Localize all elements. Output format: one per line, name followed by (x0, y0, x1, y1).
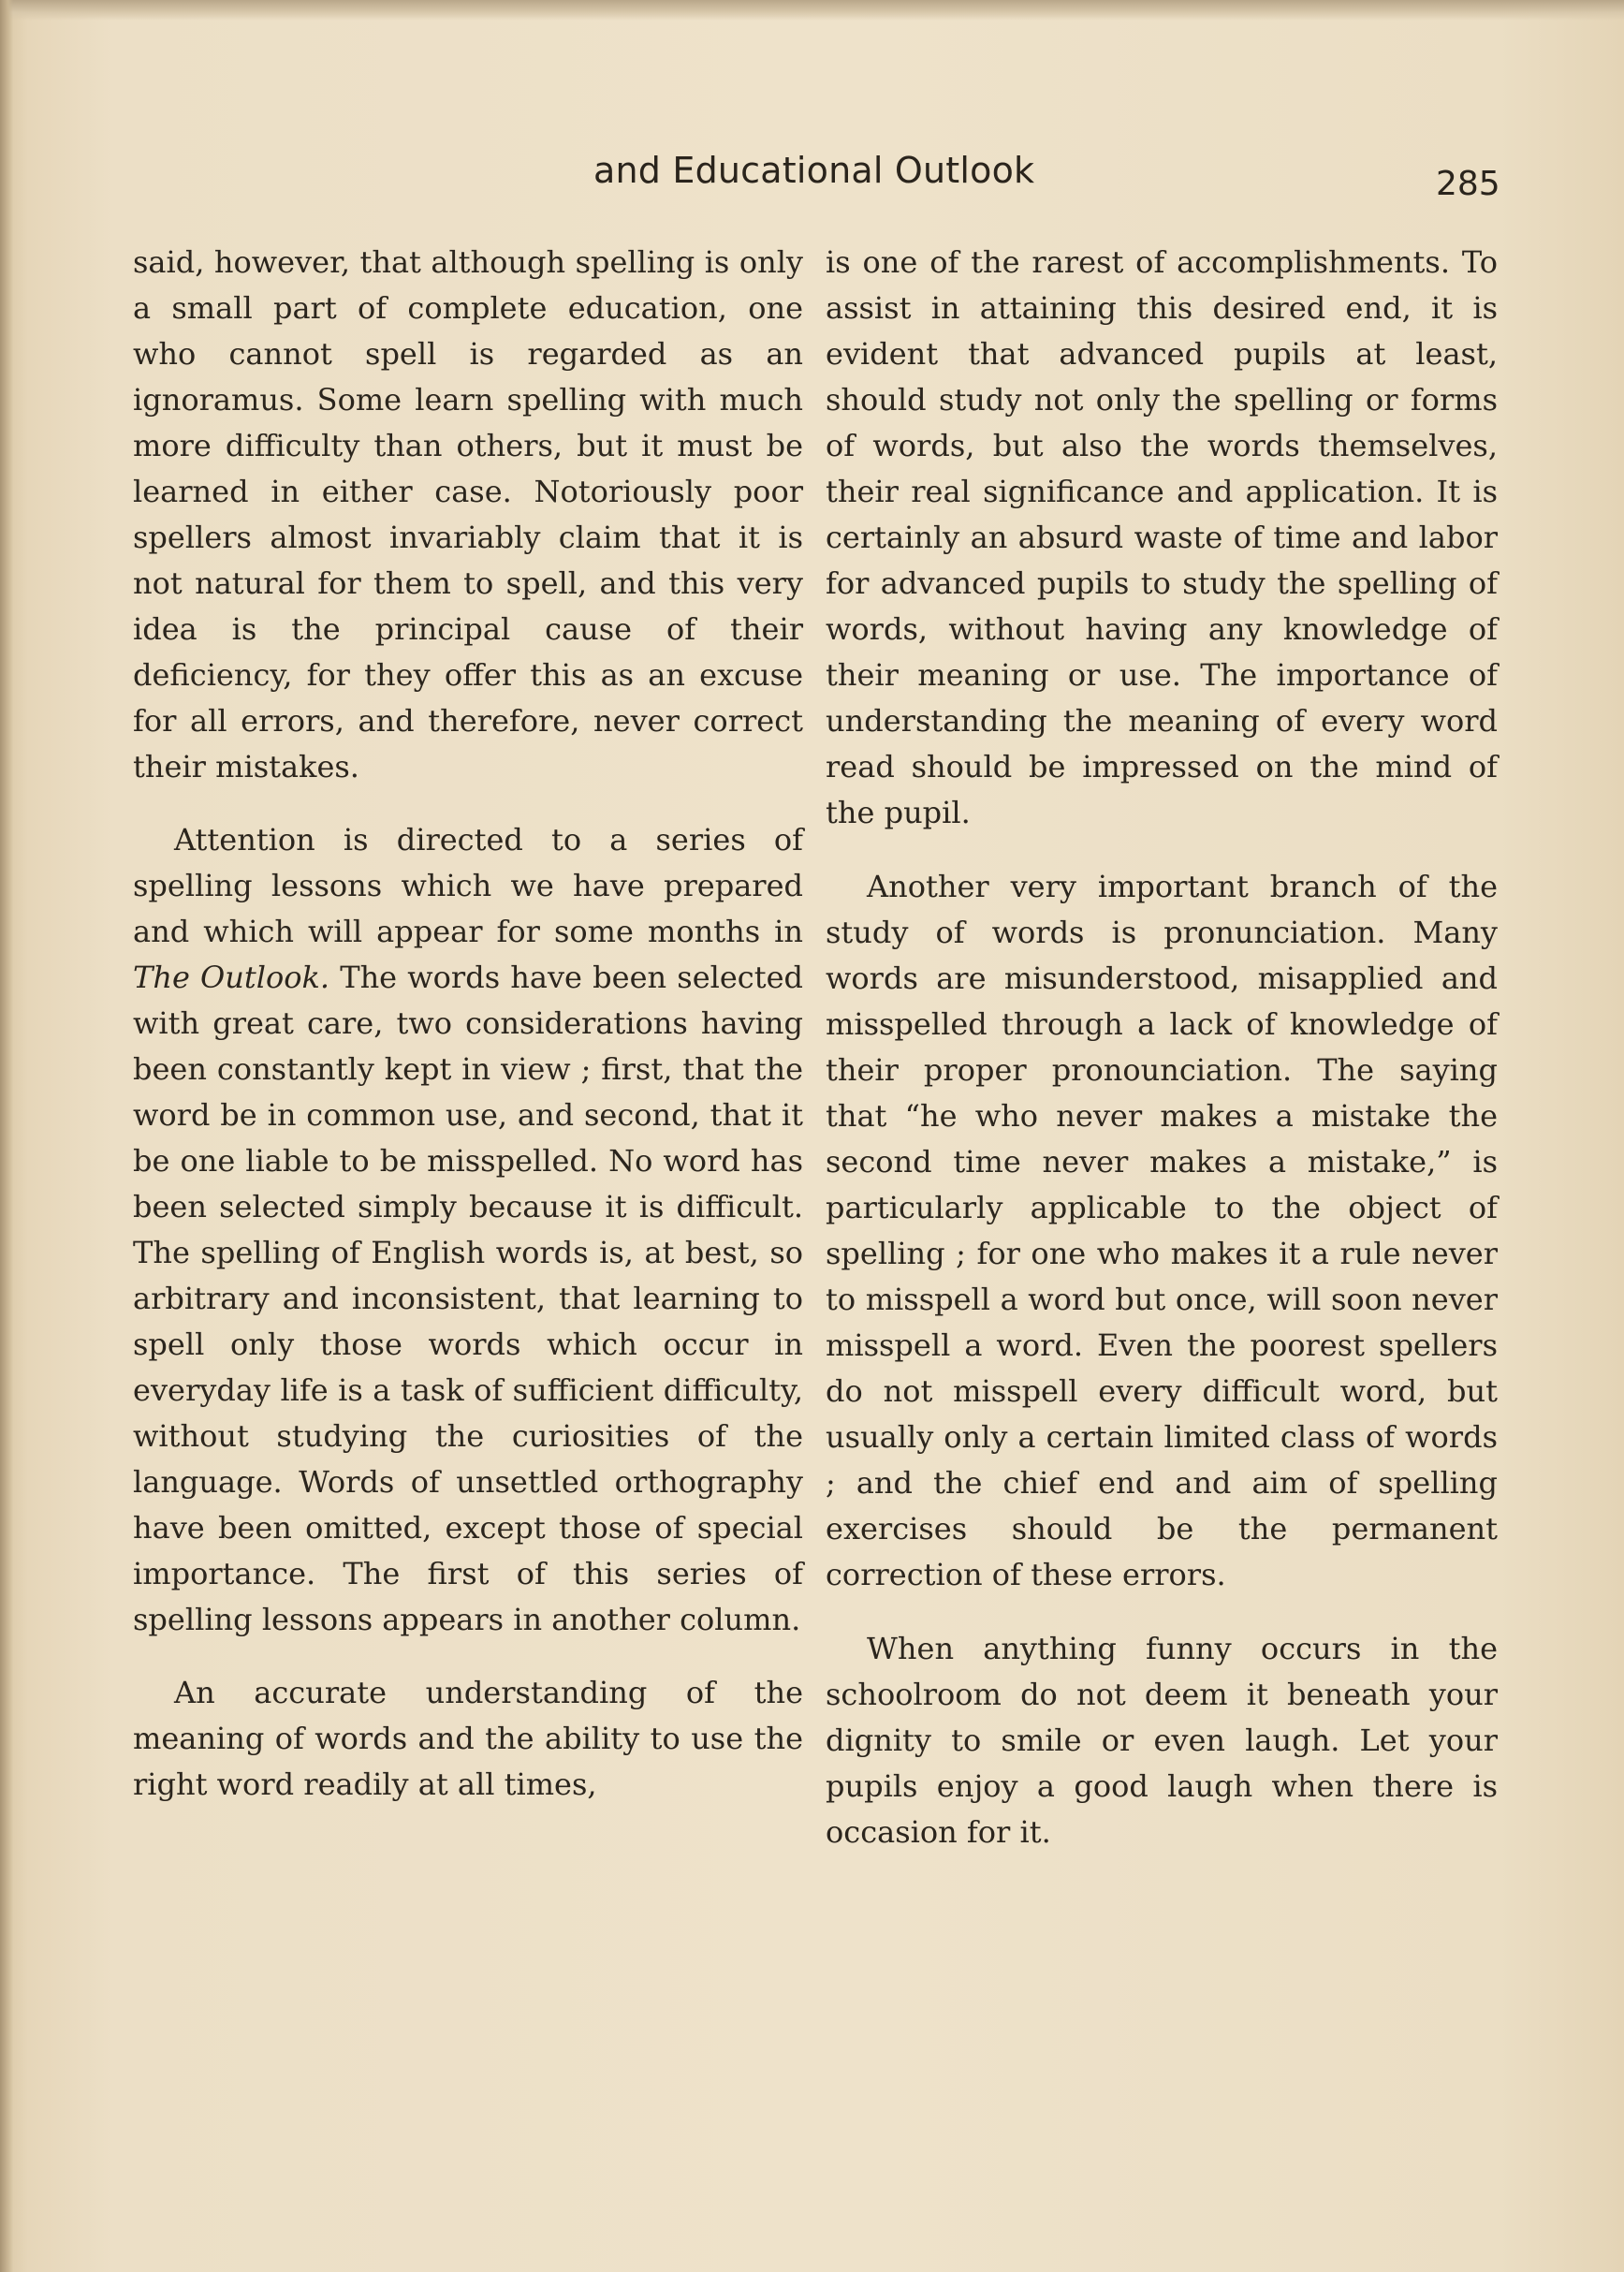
publication-title: The Outlook. (133, 960, 330, 995)
left-paragraph-2-text-b: The words have been selected with great care, two considerations having been constantly kept in view ; first, that the word be in common use, and second, that it be one liable to be misspelled. No word has been selected simply because it is difficult. The spelling of English words is, at best, so arbitrary and inconsistent, that learning to spell only those words which occur in everyday life is a task of sufficient difficulty, without studying the curiosities of the language. Words of unsettled orthography have been omitted, except those of special importance. The first of this series of spelling lessons appears in another column. (133, 960, 804, 1637)
right-column (826, 240, 1498, 1855)
left-paragraph-2 (133, 817, 803, 1643)
right-paragraph-2: Another very important branch of the study of words is pronunciation. Many words are misunderstood, misapplied and misspelled through a lack of knowledge of their proper pronounciation. The saying that “he who never makes a mistake the second time never makes a mistake,” is particularly applicable to the object of spelling ; for one who makes it a rule never to misspell a word but once, will soon never misspell a word. Even the poorest spellers do not misspell every difficult word, but usually only a certain limited class of words ; and the chief end and aim of spelling exercises should be the permanent correction of these errors. (826, 869, 1498, 1592)
left-paragraph-3: An accurate understanding of the meaning of words and the ability to use the right word readily at all times, (133, 1675, 803, 1802)
left-paragraph-2-text-a: Attention is directed to a series of spelling lessons which we have prepared and which will appear for some months in (133, 822, 803, 949)
page-binding-shadow (0, 0, 13, 2272)
page-top-edge-shadow (0, 0, 1624, 21)
left-paragraph-1: said, however, that although spelling is only a small part of complete education, one who cannot spell is regarded as an ignoramus. Some learn spelling with much more difficulty than others, but it must be learned in either case. Notoriously poor spellers almost invariably claim that it is not natural for them to spell, and this very idea is the principal cause of their deficiency, for they offer this as an excuse for all errors, and therefore, never correct their mistakes. (133, 244, 803, 784)
right-paragraph-1: is one of the rarest of accomplishments. To assist in attaining this desired end, it is evident that advanced pupils at least, should study not only the spelling or forms of words, but also the words themselves, their real significance and application. It is certainly an absurd waste of time and labor for advanced pupils to study the spelling of words, without having any knowledge of their meaning or use. The importance of understanding the meaning of every word read should be impressed on the mind of the pupil. (826, 244, 1498, 830)
running-title: and Educational Outlook (593, 150, 1035, 191)
right-paragraph-3: When anything funny occurs in the schoolroom do not deem it beneath your dignity to smile or even laugh. Let your pupils enjoy a good laugh when there is occasion for it. (826, 1631, 1498, 1850)
left-column (133, 240, 803, 1808)
page-number: 285 (1436, 165, 1500, 203)
